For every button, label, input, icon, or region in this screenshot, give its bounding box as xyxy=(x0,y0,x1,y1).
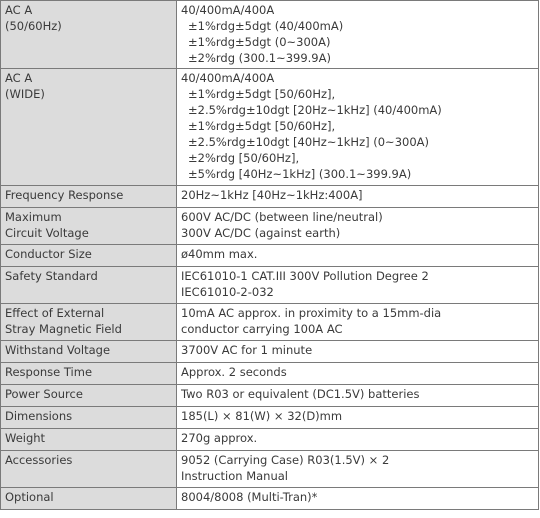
spec-label xyxy=(1,488,177,510)
value-line: ø40mm max. xyxy=(181,247,258,261)
label-line: Safety Standard xyxy=(5,269,98,283)
value-line: ±2.5%rdg±10dgt [20Hz~1kHz] (40/400mA) xyxy=(188,103,442,117)
spec-label xyxy=(1,208,177,245)
spec-label xyxy=(1,341,177,363)
label-line: Conductor Size xyxy=(5,247,92,261)
spec-value xyxy=(177,1,539,69)
label-line: Maximum xyxy=(5,210,62,224)
value-line: conductor carrying 100A AC xyxy=(181,322,343,336)
value-line: 3700V AC for 1 minute xyxy=(181,343,313,357)
label-line: (WIDE) xyxy=(5,87,45,101)
label-line: Stray Magnetic Field xyxy=(5,322,122,336)
spec-row-ac-a-50-60hz xyxy=(1,1,539,69)
spec-label xyxy=(1,69,177,186)
label-line: Effect of External xyxy=(5,306,105,320)
value-line: IEC61010-2-032 xyxy=(181,285,274,299)
value-line: ±1%rdg±5dgt [50/60Hz], xyxy=(188,119,336,133)
spec-label xyxy=(1,186,177,208)
value-line: 300V AC/DC (against earth) xyxy=(181,226,341,240)
spec-value xyxy=(177,341,539,363)
value-line: 40/400mA/400A xyxy=(181,71,275,85)
spec-row-safety-standard xyxy=(1,267,539,304)
spec-label xyxy=(1,451,177,488)
value-line: 185(L) × 81(W) × 32(D)mm xyxy=(181,409,343,423)
value-line: Two R03 or equivalent (DC1.5V) batteries xyxy=(181,387,420,401)
value-line: ±1%rdg±5dgt (40/400mA) xyxy=(188,19,344,33)
value-line: ±5%rdg [40Hz~1kHz] (300.1~399.9A) xyxy=(188,167,412,181)
spec-row-dimensions xyxy=(1,407,539,429)
spec-row-weight xyxy=(1,429,539,451)
spec-label xyxy=(1,429,177,451)
spec-value xyxy=(177,429,539,451)
spec-value xyxy=(177,407,539,429)
spec-row-withstand-voltage xyxy=(1,341,539,363)
spec-value xyxy=(177,488,539,510)
spec-row-response-time xyxy=(1,363,539,385)
spec-row-conductor-size xyxy=(1,245,539,267)
value-line: 600V AC/DC (between line/neutral) xyxy=(181,210,383,224)
label-line: Optional xyxy=(5,490,54,504)
label-line: Dimensions xyxy=(5,409,73,423)
label-line: Circuit Voltage xyxy=(5,226,89,240)
value-line: 10mA AC approx. in proximity to a 15mm-dia xyxy=(181,306,442,320)
spec-row-power-source xyxy=(1,385,539,407)
label-line: Frequency Response xyxy=(5,188,124,202)
label-line: AC A xyxy=(5,71,33,85)
label-line: Response Time xyxy=(5,365,93,379)
value-line: 8004/8008 (Multi-Tran)* xyxy=(181,490,318,504)
value-line: 270g approx. xyxy=(181,431,258,445)
spec-label xyxy=(1,245,177,267)
spec-row-optional xyxy=(1,488,539,510)
spec-row-stray-magnetic-field xyxy=(1,304,539,341)
value-line: ±2.5%rdg±10dgt [40Hz~1kHz] (0~300A) xyxy=(188,135,429,149)
label-line: Accessories xyxy=(5,453,73,467)
spec-value xyxy=(177,385,539,407)
spec-row-ac-a-wide xyxy=(1,69,539,186)
value-line: 20Hz~1kHz [40Hz~1kHz:400A] xyxy=(181,188,363,202)
spec-label xyxy=(1,304,177,341)
spec-value xyxy=(177,267,539,304)
spec-label xyxy=(1,407,177,429)
spec-value xyxy=(177,363,539,385)
spec-value xyxy=(177,186,539,208)
spec-row-accessories xyxy=(1,451,539,488)
spec-table-body xyxy=(1,1,539,510)
spec-label xyxy=(1,363,177,385)
spec-row-frequency-response xyxy=(1,186,539,208)
value-line: IEC61010-1 CAT.III 300V Pollution Degree 2 xyxy=(181,269,429,283)
value-line: ±1%rdg±5dgt [50/60Hz], xyxy=(188,87,336,101)
value-line: 40/400mA/400A xyxy=(181,3,275,17)
label-line: Weight xyxy=(5,431,46,445)
label-line: AC A xyxy=(5,3,33,17)
value-line: Instruction Manual xyxy=(181,469,288,483)
spec-value xyxy=(177,208,539,245)
spec-label xyxy=(1,267,177,304)
label-line: Withstand Voltage xyxy=(5,343,111,357)
label-line: (50/60Hz) xyxy=(5,19,62,33)
spec-value xyxy=(177,451,539,488)
value-line: ±1%rdg±5dgt (0~300A) xyxy=(188,35,331,49)
value-line: ±2%rdg [50/60Hz], xyxy=(188,151,300,165)
spec-value xyxy=(177,69,539,186)
spec-row-maximum-circuit-voltage xyxy=(1,208,539,245)
spec-label xyxy=(1,385,177,407)
spec-label xyxy=(1,1,177,69)
value-line: ±2%rdg (300.1~399.9A) xyxy=(188,51,331,65)
spec-value xyxy=(177,245,539,267)
label-line: Power Source xyxy=(5,387,83,401)
spec-value xyxy=(177,304,539,341)
value-line: 9052 (Carrying Case) R03(1.5V) × 2 xyxy=(181,453,390,467)
value-line: Approx. 2 seconds xyxy=(181,365,287,379)
